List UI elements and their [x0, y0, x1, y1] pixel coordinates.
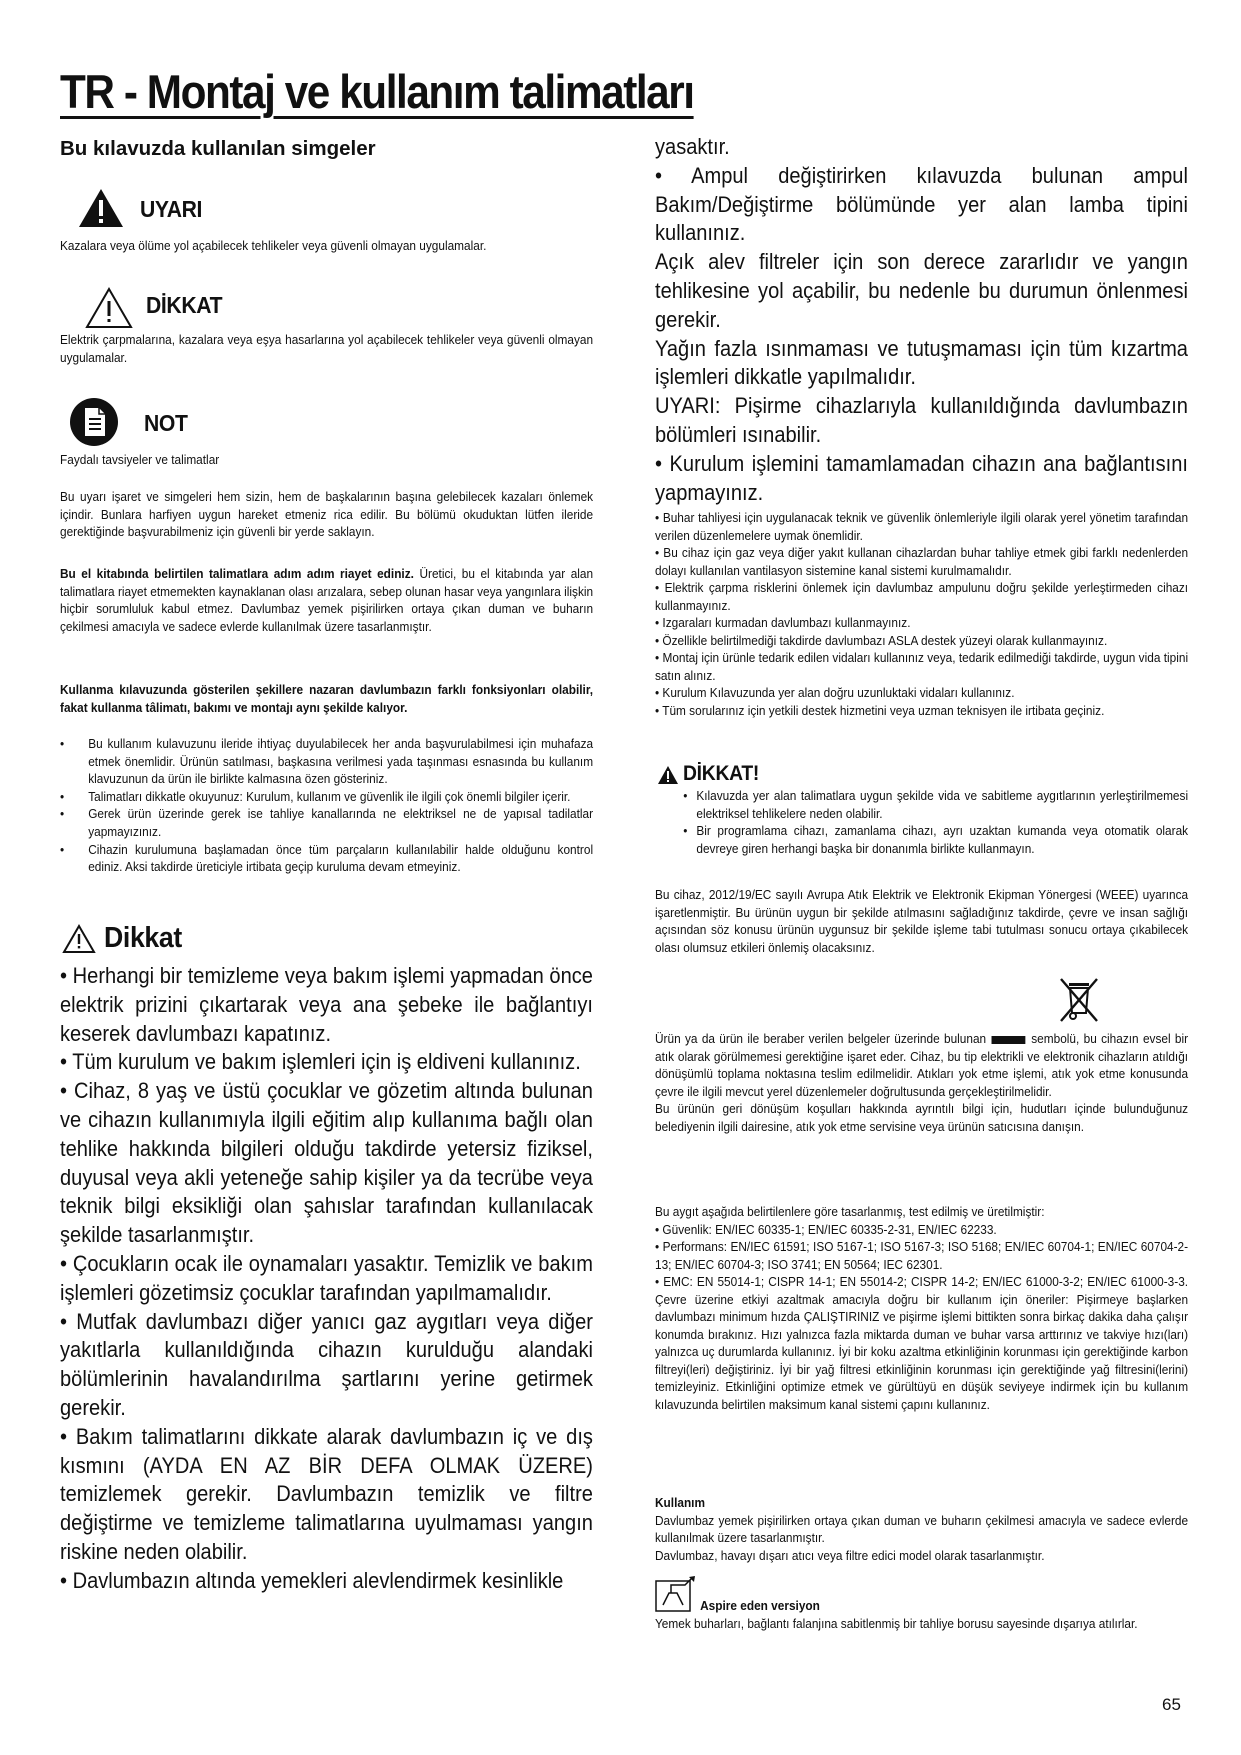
paragraph: • Tüm kurulum ve bakım işlemleri için iş eldiveni kullanınız.: [60, 1049, 581, 1075]
dikkat-text: Elektrik çarpmalarına, kazalara veya eşya hasarlarına yol açabilecek tehlikeler veya güvenli olmayan uygulamalar.: [60, 333, 594, 365]
list-item: • Izgaraları kurmadan davlumbazı kullanmayınız.: [655, 616, 911, 630]
list-item: • Tüm sorularınız için yetkili destek hizmetini veya uzman teknisyen ile irtibata geçiniz.: [655, 703, 1105, 718]
warning-triangle-filled-icon: [78, 188, 124, 228]
aspire-heading: Aspire eden versiyon: [700, 1599, 820, 1613]
list-item: • Talimatları dikkatle okuyunuz: Kurulum, kullanım ve güvenlik ile ilgili çok önemli bilgiler içerir.: [60, 789, 571, 804]
list-item: • Elektrik çarpma risklerini önlemek için davlumbaz ampulunu doğru şekilde yerleştirmeden cihazı kullanmayınız.: [655, 581, 1189, 613]
weee-text: Bu cihaz, 2012/19/EC sayılı Avrupa Atık Elektrik ve Elektronik Ekipman Yönergesi (WEEE) uyarınca işaretlenmiştir. Bu ürünün uygun bir şekilde atılmasını sağladığınız takdirde, çevre ve insan sağlığı açısından söz konusu ürünün uygunsuz bir şekilde işleme tabi tutulması sonucu ortaya çıkabilecek olası olumsuz etkileri önlemiş olacaksınız.: [655, 888, 1189, 955]
paragraph: • Bakım talimatlarını dikkate alarak davlumbazın iç ve dış kısmını (AYDA EN AZ BİR DEFA OLMAK ÜZERE) temizlemek gerekir. Davlumbazın temizlik ve filtre değiştirme ve temizleme talimatlarına uyulmaması yangın riskine neden olabilir.: [60, 1423, 593, 1564]
section-title: Bu kılavuzda kullanılan simgeler: [60, 137, 376, 160]
uyari-heading: UYARI: [140, 196, 203, 222]
right-small-bullets: [655, 510, 1188, 720]
paragraph: • Herhangi bir temizleme veya bakım işlemi yapmadan önce elektrik prizini çıkartarak veya ana şebeke ile bağlantıyı keserek davlumbazı kapatınız.: [60, 963, 593, 1046]
intro-bullet-list: [60, 736, 593, 877]
kitap-paragraph: [60, 566, 593, 636]
paragraph: • Çocukların ocak ile oynamaları yasaktır. Temizlik ve bakım işlemleri gözetimsiz çocuklar tarafından yapılmamalıdır.: [60, 1250, 593, 1305]
paragraph: yasaktır.: [655, 134, 730, 159]
paragraph: • Cihaz, 8 yaş ve üstü çocuklar ve gözetim altında bulunan ve cihazın kullanımıyla ilgili eğitim alıp kullanıma bağlı olan tehlike hakkında bilgileri olduğu takdirde yetersiz fiziksel, duyusal veya akli yeteneğe sahip kişiler ya da tecrübe veya teknik bilgi eksikliği olan şahıslar tarafından kullanılacak şekilde tasarlanmıştır.: [60, 1078, 593, 1248]
standard-item: • Güvenlik: EN/IEC 60335-1; EN/IEC 60335-2-31, EN/IEC 62233.: [655, 1222, 997, 1237]
urun-text: Ürün ya da ürün ile beraber verilen belgeler üzerinde bulunan sembolü, bu cihazın evsel bir atık olarak görülmemesi gerektiğine işaret eder. Cihaz, bu tip elektrikli ve elektronik cihazların atıldığı dönüşümlü toplama noktasına teslim edilmelidir. Atıkları yok etme işlemi, atık yok etme konusunda çevre ile ilgili mevcut yerel düzenlemeler doğrultusunda gerçekleştirilmelidir.: [655, 1032, 1189, 1099]
page-number: 65: [1162, 1695, 1181, 1714]
paragraph: • Davlumbazın altında yemekleri alevlendirmek kesinlikle: [60, 1567, 564, 1593]
list-item: • Bu kullanım kulavuzunu ileride ihtiyaç duyulabilecek her anda başvurulabilmesi için muhafaza etmek önemlidir. Ürünün satılması, başkasına verilmesi yada taşınması esnasında bu kullanım klavuzunun da ürün ile birlikte kalmasına özen gösteriniz.: [60, 737, 594, 787]
standard-item: • EMC: EN 55014-1; CISPR 14-1; EN 55014-2; CISPR 14-2; EN/IEC 61000-3-2; EN/IEC 61000-3-3. Çevre üzerine etkiyi azaltmak amacıyla doğru bir kullanım için öneriler: Pişirmeye başlarken davlumbazı minimum hızda ÇALIŞTIRINIZ ve pişirme işlemi bittikten sonra birkaç dakika daha çalışır konumda bırakınız. Hızı yalnızca fazla miktarda duman ve buhar varsa arttırınız ve takviye hızı(ları) yalnızca uç durumlarda kullanınız. İyi bir koku azaltma etkinliğinin korunması için gerektiğinde karbon filtreyi(leri) değiştiriniz. İyi bir yağ filtresi etkinliğinin korunması için gerektiğinde yağ filtresini(lerini) temizleyiniz. Etkinliğini optimize etmek ve gürültüyü en düşük seviyeye indirmek için bu kullanım kılavuzunda belirtilen maksimum kanal sistemi çapını kullanınız.: [655, 1275, 1189, 1412]
tasarim-text: Bu aygıt aşağıda belirtilenlere göre tasarlanmış, test edilmiş ve üretilmiştir:: [655, 1205, 1045, 1219]
note-document-icon: [69, 397, 119, 447]
geri-donusum-text: Bu ürünün geri dönüşüm koşulları hakkında ayrıntılı bilgi için, hudutları içinde bulunduğunuz belediyenin ilgili dairesine, atık yok etme servisine veya ürünün satıcısına danışın.: [655, 1102, 1189, 1134]
warning-triangle-outline-icon: [62, 924, 96, 954]
list-item: • Gerek ürün üzerinde gerek ise tahliye kanallarında ne elektriksel ne de yapısal tadilatlar yapmayızınız.: [60, 807, 594, 839]
list-item: • Buhar tahliyesi için uygulanacak teknik ve güvenlik önlemleriyle ilgili olarak yerel yönetim tarafından verilen düzenlemelere uymak önemlidir.: [655, 511, 1189, 543]
kullanma-paragraph: [60, 682, 593, 717]
crossed-out-wheelie-bin-icon: [1057, 977, 1101, 1025]
warning-triangle-outline-icon: [85, 287, 133, 329]
kitap-bold: Bu el kitabında belirtilen talimatlara adım adım riayet ediniz.: [60, 567, 414, 581]
not-heading: NOT: [144, 410, 188, 436]
list-item: • Bir programlama cihazı, zamanlama cihazı, ayrı uzaktan kumanda veya otomatik olarak devreye giren herhangi başka bir donanımla birlikte kullanmayın.: [683, 824, 1189, 856]
list-item: • Kılavuzda yer alan talimatlara uygun şekilde vida ve sabitleme aygıtlarının yerleştirilmemesi elektriksel tehlikelere neden olabilir.: [683, 789, 1189, 821]
not-text: Faydalı tavsiyeler ve talimatlar: [60, 453, 220, 467]
kullanma-bold: Kullanma kılavuzunda gösterilen şekillere nazaran davlumbazın farklı fonksiyonları olabilir, fakat kullanma tâlimatı, bakımı ve montajı aynı şekilde kalıyor.: [60, 683, 594, 715]
standard-item: • Performans: EN/IEC 61591; ISO 5167-1; ISO 5167-3; ISO 5168; EN/IEC 60704-1; EN/IEC 60704-2-13; EN/IEC 60704-3; ISO 3741; EN 50564; IEC 62301.: [655, 1240, 1189, 1272]
kitap-rest: Üretici, bu el kitabında yar alan talimatlara riayet etmemekten kaynaklanan olası arızalara, sebep olunan hasar veya yangınlara ilişkin hiçbir sorumluluk kabul etmez. Davlumbaz yemek pişirilirken ortaya çıkan duman ve buharın çekilmesi amacıyla ve sadece evlerde kullanılmak üzere tasarlanmıştır.: [60, 567, 594, 634]
page-title: TR - Montaj ve kullanım talimatları: [60, 65, 694, 118]
list-item: • Montaj için ürünle tedarik edilen vidaları kullanınız veya, tedarik edilmediği takdirde, uygun vida tipini satın alınız.: [655, 651, 1189, 683]
paragraph: • Mutfak davlumbazı diğer yanıcı gaz aygıtları veya diğer yakıtlarla kullanıldığında cihazın kurulduğu alandaki bölümlerinin havalandırılma şartlarını yerine getirmek gerekir.: [60, 1308, 593, 1420]
list-item: • Özellikle belirtilmediği takdirde davlumbazı ASLA destek yüzeyi olarak kullanmayınız.: [655, 633, 1108, 648]
paragraph: UYARI: Pişirme cihazlarıyla kullanıldığında davlumbazın bölümleri ısınabilir.: [655, 393, 1188, 447]
kullanim-text: Davlumbaz yemek pişirilirken ortaya çıkan duman ve buharın çekilmesi amacıyla ve sadece evlerde kullanılmak üzere tasarlanmıştır.: [655, 1513, 1189, 1545]
right-big-text: [655, 133, 1188, 507]
kullanim-text: Davlumbaz, havayı dışarı atıcı veya filtre edici model olarak tasarlanmıştır.: [655, 1548, 1045, 1563]
paragraph: Açık alev filtreler için son derece zararlıdır ve yangın tehlikesine yol açabilir, bu nedenle bu durumun önlenmesi gerekir.: [655, 249, 1188, 332]
warning-triangle-filled-icon: [657, 765, 679, 785]
dikkat2-heading: DİKKAT!: [683, 762, 760, 785]
intro-text: Bu uyarı işaret ve simgeleri hem sizin, hem de başkalarının başına gelebilecek kazaları önlemek içindir. Bunlara harfiyen uygun hareket etmeniz rica edilir. Bu bölümü okuduktan lütfen ileride gerektiğinde başvurabilmeniz için güvenli bir yerde saklayın.: [60, 490, 594, 540]
list-item: • Kurulum Kılavuzunda yer alan doğru uzunluktaki vidaları kullanınız.: [655, 686, 1015, 700]
list-item: • Cihazin kurulumuna başlamadan önce tüm parçaların kullanılabilir halde olduğunu kontrol ediniz. Aksi takdirde üreticiyle irtibata geçip kuruluma devam etmeyiniz.: [60, 842, 594, 875]
list-item: • Bu cihaz için gaz veya diğer yakıt kullanan cihazlardan buhar tahliye etmek gibi farklı nedenlerden dolayı kullanılan vantilasyon sistemine kanal sistemi kurulmamalıdır.: [655, 546, 1189, 578]
paragraph: • Ampul değiştirirken kılavuzda bulunan ampul Bakım/Değiştirme bölümünde yer alan lamba tipini kullanınız.: [655, 162, 1188, 246]
dikkat-section-heading: Dikkat: [104, 922, 182, 954]
paragraph: • Kurulum işlemini tamamlamadan cihazın ana bağlantısını yapmayınız.: [655, 450, 1188, 505]
dikkat-section-body: [60, 962, 593, 1596]
aspire-text: Yemek buharları, bağlantı falanjına sabitlenmiş bir tahliye borusu sayesinde dışarıya atılırlar.: [655, 1616, 1138, 1631]
uyari-text: Kazalara veya ölüme yol açabilecek tehlikeler veya güvenli olmayan uygulamalar.: [60, 239, 487, 253]
dikkat2-bullet-list: [655, 788, 1188, 858]
paragraph: Yağın fazla ısınmaması ve tutuşmaması için tüm kızartma işlemleri dikkatle yapılmalıdır.: [655, 335, 1188, 390]
kullanim-heading: Kullanım: [655, 1496, 705, 1510]
dikkat-heading: DİKKAT: [146, 292, 223, 318]
black-bar-symbol: [992, 1036, 1026, 1044]
